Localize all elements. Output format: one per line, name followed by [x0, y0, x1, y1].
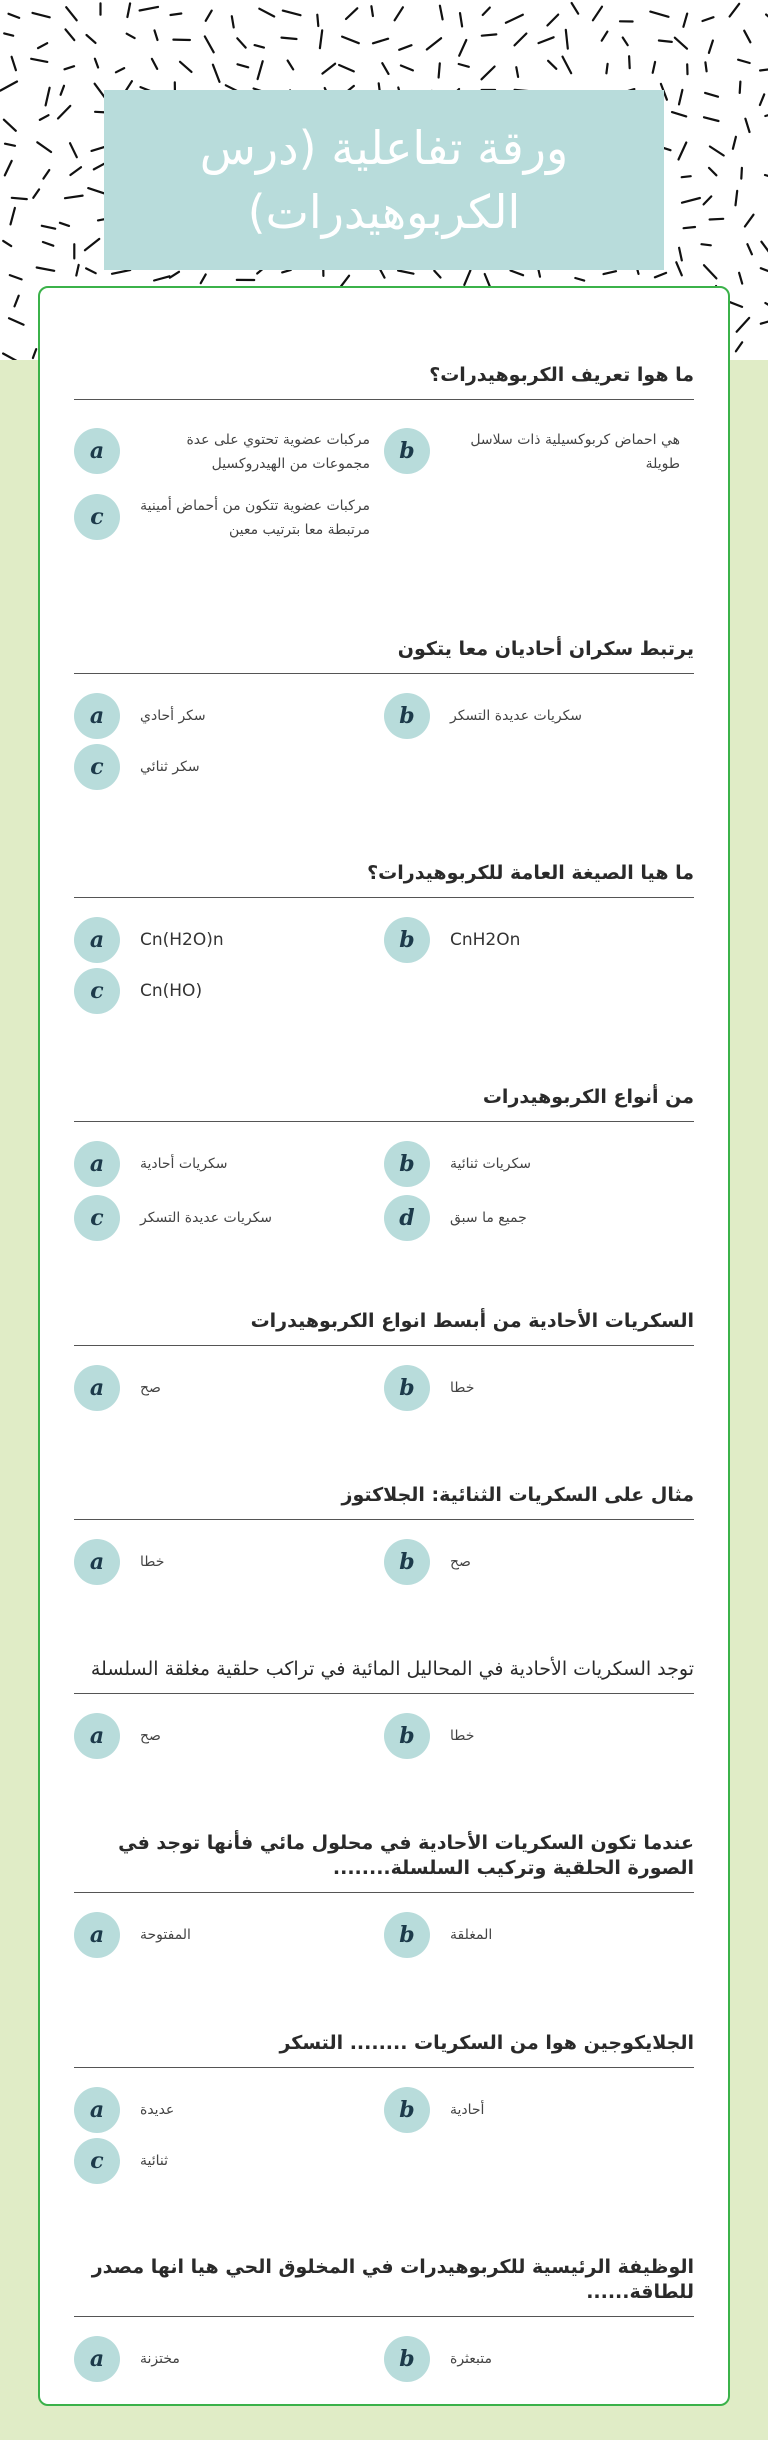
- pattern-dash: [180, 62, 192, 72]
- pattern-dash: [3, 354, 16, 361]
- pattern-dash: [705, 62, 706, 71]
- pattern-dash: [516, 67, 518, 77]
- pattern-dash: [43, 242, 53, 246]
- option-letter-badge: b: [384, 1141, 430, 1187]
- option-text: خطا: [450, 1728, 475, 1744]
- option-a[interactable]: [74, 693, 374, 741]
- option-b[interactable]: [384, 1141, 684, 1189]
- pattern-dash: [37, 268, 55, 271]
- pattern-dash: [593, 7, 602, 21]
- pattern-dash: [623, 38, 628, 46]
- pattern-dash: [152, 59, 157, 69]
- option-text: خطا: [450, 1380, 475, 1396]
- pattern-dash: [761, 242, 768, 254]
- option-text: عديدة: [140, 2102, 175, 2118]
- pattern-dash: [127, 34, 135, 38]
- pattern-dash: [740, 82, 741, 93]
- pattern-dash: [679, 143, 687, 160]
- question-text: الوظيفة الرئيسية للكربوهيدرات في المخلوق الحي هيا انها مصدر للطاقة......: [74, 2255, 694, 2317]
- pattern-dash: [760, 94, 764, 105]
- option-c[interactable]: [74, 1195, 374, 1243]
- option-text: خطا: [140, 1554, 165, 1570]
- pattern-dash: [482, 34, 497, 35]
- option-text: مركبات عضوية تحتوي على عدة مجموعات من الهيدروكسيل: [186, 432, 370, 472]
- pattern-dash: [46, 88, 50, 106]
- pattern-dash: [86, 268, 96, 273]
- option-b[interactable]: [384, 428, 684, 476]
- pattern-dash: [703, 17, 714, 21]
- pattern-dash: [206, 11, 212, 21]
- pattern-dash: [288, 61, 294, 70]
- pattern-dash: [760, 68, 768, 70]
- option-letter-badge: a: [74, 1539, 120, 1585]
- pattern-dash: [232, 16, 234, 27]
- pattern-dash: [70, 143, 77, 157]
- pattern-dash: [371, 6, 373, 16]
- pattern-dash: [9, 14, 20, 18]
- pattern-dash: [761, 319, 768, 324]
- pattern-dash: [506, 15, 523, 23]
- option-a[interactable]: [74, 1141, 374, 1189]
- question-1: [74, 363, 694, 550]
- pattern-dash: [704, 196, 712, 204]
- pattern-dash: [741, 168, 742, 179]
- option-letter-badge: d: [384, 1195, 430, 1241]
- pattern-dash: [31, 59, 47, 62]
- pattern-dash: [0, 82, 17, 91]
- option-a[interactable]: [74, 1912, 374, 1960]
- question-text: مثال على السكريات الثنائية: الجلاكتوز: [74, 1483, 694, 1520]
- option-a[interactable]: [74, 1539, 374, 1587]
- pattern-dash: [382, 63, 388, 74]
- pattern-dash: [704, 265, 716, 278]
- option-letter-badge: a: [74, 2336, 120, 2382]
- pattern-dash: [65, 66, 75, 69]
- pattern-dash: [606, 64, 607, 73]
- option-b[interactable]: [384, 917, 684, 965]
- pattern-dash: [33, 349, 36, 358]
- question-text: يرتبط سكران أحاديان معا يتكون: [74, 637, 694, 674]
- question-text: ما هوا تعريف الكربوهيدرات؟: [74, 363, 694, 400]
- option-text: سكريات ثنائية: [450, 1156, 531, 1172]
- pattern-dash: [282, 38, 297, 39]
- question-9: [74, 2031, 694, 2188]
- option-text: صح: [140, 1728, 161, 1744]
- option-letter-badge: a: [74, 1713, 120, 1759]
- pattern-dash: [87, 35, 96, 43]
- option-b[interactable]: [384, 1713, 684, 1761]
- pattern-dash: [127, 3, 130, 17]
- pattern-dash: [399, 45, 411, 50]
- pattern-dash: [539, 37, 554, 43]
- option-a[interactable]: [74, 2336, 374, 2384]
- option-letter-badge: b: [384, 428, 430, 474]
- pattern-dash: [95, 59, 98, 68]
- pattern-dash: [4, 33, 13, 35]
- pattern-dash: [629, 56, 630, 68]
- pattern-dash: [37, 142, 51, 152]
- pattern-dash: [702, 244, 711, 245]
- pattern-dash: [373, 39, 388, 44]
- option-b[interactable]: [384, 1539, 684, 1587]
- pattern-dash: [459, 64, 469, 67]
- option-letter-badge: a: [74, 693, 120, 739]
- pattern-dash: [650, 12, 668, 17]
- pattern-dash: [42, 226, 55, 229]
- pattern-dash: [12, 57, 16, 70]
- pattern-dash: [655, 273, 666, 277]
- option-text: صح: [450, 1554, 471, 1570]
- option-c[interactable]: [74, 744, 374, 792]
- pattern-dash: [342, 37, 359, 44]
- pattern-dash: [440, 6, 443, 20]
- option-b[interactable]: [384, 2087, 684, 2135]
- pattern-dash: [709, 41, 713, 53]
- pattern-dash: [464, 270, 470, 285]
- pattern-dash: [398, 271, 413, 274]
- pattern-dash: [511, 271, 524, 276]
- option-text: مختزنة: [140, 2351, 180, 2367]
- option-text: CnH2On: [450, 930, 521, 950]
- option-a[interactable]: [74, 917, 374, 965]
- pattern-dash: [320, 30, 322, 48]
- pattern-dash: [684, 227, 695, 228]
- question-text: من أنواع الكربوهيدرات: [74, 1085, 694, 1122]
- pattern-dash: [682, 176, 691, 177]
- option-b[interactable]: [384, 693, 684, 741]
- pattern-dash: [12, 198, 27, 199]
- pattern-dash: [738, 60, 750, 63]
- pattern-dash: [737, 318, 750, 332]
- option-letter-badge: b: [384, 2087, 430, 2133]
- pattern-dash: [709, 168, 716, 175]
- pattern-dash: [683, 14, 687, 27]
- option-c[interactable]: [74, 2138, 374, 2186]
- pattern-dash: [38, 43, 47, 48]
- pattern-dash: [170, 272, 179, 278]
- option-letter-badge: c: [74, 1195, 120, 1241]
- pattern-dash: [761, 268, 768, 273]
- pattern-dash: [259, 9, 274, 17]
- option-letter-badge: c: [74, 968, 120, 1014]
- question-text: الجلايكوجين هوا من السكريات ........ التسكر: [74, 2031, 694, 2068]
- question-text: ما هيا الصيغة العامة للكربوهيدرات؟: [74, 861, 694, 898]
- pattern-dash: [563, 57, 572, 74]
- pattern-dash: [439, 63, 440, 77]
- option-text: سكريات عديدة التسكر: [140, 1210, 273, 1226]
- pattern-dash: [15, 296, 19, 307]
- pattern-dash: [659, 41, 672, 42]
- pattern-dash: [460, 13, 462, 26]
- option-a[interactable]: [74, 1365, 374, 1413]
- pattern-dash: [282, 270, 291, 273]
- pattern-dash: [255, 45, 264, 48]
- question-text: السكريات الأحادية من أبسط انواع الكربوهيدرات: [74, 1309, 694, 1346]
- pattern-dash: [9, 318, 24, 324]
- option-letter-badge: a: [74, 2087, 120, 2133]
- option-letter-badge: b: [384, 693, 430, 739]
- pattern-dash: [547, 15, 558, 26]
- pattern-dash: [140, 7, 158, 11]
- pattern-dash: [33, 189, 39, 197]
- worksheet-card: [38, 286, 730, 2406]
- pattern-dash: [66, 7, 77, 20]
- title-banner: [104, 90, 664, 270]
- pattern-dash: [339, 65, 354, 71]
- pattern-dash: [112, 270, 130, 274]
- question-10: [74, 2255, 694, 2397]
- option-letter-badge: a: [74, 1141, 120, 1187]
- pattern-dash: [730, 4, 740, 17]
- option-text: متبعثرة: [450, 2351, 492, 2367]
- question-8: [74, 1831, 694, 1973]
- option-letter-badge: b: [384, 917, 430, 963]
- option-text: Cn(HO): [140, 981, 203, 1001]
- option-text: سكر أحادي: [140, 708, 206, 724]
- pattern-dash: [76, 265, 78, 276]
- option-a[interactable]: [74, 2087, 374, 2135]
- pattern-dash: [40, 115, 49, 120]
- pattern-dash: [745, 119, 749, 132]
- option-letter-badge: a: [74, 428, 120, 474]
- pattern-dash: [482, 67, 495, 80]
- question-7: [74, 1657, 694, 1774]
- pattern-dash: [736, 342, 742, 351]
- pattern-dash: [60, 223, 69, 226]
- pattern-dash: [704, 117, 719, 121]
- question-4: [74, 1085, 694, 1242]
- option-c[interactable]: [74, 494, 374, 542]
- pattern-dash: [88, 188, 105, 194]
- pattern-dash: [322, 64, 335, 74]
- option-letter-badge: a: [74, 1912, 120, 1958]
- pattern-dash: [515, 34, 527, 46]
- pattern-dash: [70, 167, 81, 175]
- pattern-dash: [5, 161, 12, 176]
- pattern-dash: [11, 208, 15, 225]
- pattern-dash: [116, 68, 124, 72]
- pattern-dash: [5, 144, 15, 146]
- option-a[interactable]: [74, 428, 374, 476]
- pattern-dash: [258, 61, 263, 79]
- pattern-dash: [317, 15, 318, 26]
- pattern-dash: [85, 239, 99, 250]
- pattern-dash: [739, 273, 742, 284]
- question-3: [74, 861, 694, 1018]
- option-text: مركبات عضوية تتكون من أحماض أمينية مرتبطة معا بترتيب معين: [140, 498, 370, 538]
- pattern-dash: [459, 40, 466, 56]
- pattern-dash: [171, 14, 182, 16]
- pattern-dash: [213, 65, 220, 82]
- pattern-dash: [548, 61, 556, 69]
- pattern-dash: [653, 62, 655, 73]
- pattern-dash: [682, 198, 700, 203]
- option-letter-badge: b: [384, 1713, 430, 1759]
- pattern-dash: [4, 120, 16, 131]
- pattern-dash: [94, 164, 105, 170]
- option-c[interactable]: [74, 968, 374, 1016]
- pattern-dash: [427, 38, 441, 49]
- pattern-dash: [572, 3, 579, 14]
- option-letter-badge: c: [74, 2138, 120, 2184]
- option-text: أحادية: [450, 2102, 485, 2118]
- option-letter-badge: a: [74, 917, 120, 963]
- pattern-dash: [736, 191, 738, 205]
- question-6: [74, 1483, 694, 1600]
- pattern-dash: [10, 275, 22, 279]
- pattern-dash: [710, 219, 724, 220]
- option-text: جميع ما سبق: [450, 1210, 527, 1226]
- pattern-dash: [604, 271, 617, 274]
- pattern-dash: [238, 64, 249, 67]
- pattern-dash: [346, 8, 357, 19]
- pattern-dash: [672, 112, 686, 116]
- pattern-dash: [43, 170, 49, 179]
- option-letter-badge: b: [384, 1365, 430, 1411]
- option-text: سكر ثنائي: [140, 759, 200, 775]
- pattern-dash: [745, 215, 754, 227]
- pattern-dash: [205, 36, 214, 52]
- pattern-dash: [483, 8, 490, 15]
- pattern-dash: [676, 262, 682, 275]
- pattern-dash: [61, 86, 64, 95]
- pattern-dash: [58, 106, 70, 119]
- question-2: [74, 637, 694, 794]
- option-letter-badge: b: [384, 2336, 430, 2382]
- option-a[interactable]: [74, 1713, 374, 1761]
- option-text: سكريات أحادية: [140, 1156, 228, 1172]
- pattern-dash: [710, 147, 724, 156]
- pattern-dash: [66, 29, 75, 40]
- page-title: ورقة تفاعلية (درس الكربوهيدرات): [199, 121, 569, 239]
- pattern-dash: [705, 93, 718, 97]
- option-text: المفتوحة: [140, 1927, 191, 1943]
- pattern-dash: [237, 38, 245, 47]
- pattern-dash: [575, 278, 584, 281]
- pattern-dash: [747, 244, 752, 254]
- question-5: [74, 1309, 694, 1426]
- option-d[interactable]: [384, 1195, 684, 1243]
- pattern-dash: [602, 32, 608, 41]
- option-text: صح: [140, 1380, 161, 1396]
- pattern-dash: [395, 7, 403, 20]
- pattern-dash: [401, 66, 413, 71]
- option-letter-badge: b: [384, 1539, 430, 1585]
- question-text: توجد السكريات الأحادية في المحاليل المائية في تراكب حلقية مغلقة السلسلة: [74, 1657, 694, 1694]
- pattern-dash: [3, 241, 11, 246]
- pattern-dash: [155, 30, 158, 40]
- option-letter-badge: c: [74, 494, 120, 540]
- question-text: عندما تكون السكريات الأحادية في محلول مائي فأنها توجد في الصورة الحلقية وتركيب السلسلة........: [74, 1831, 694, 1893]
- pattern-dash: [679, 90, 682, 105]
- pattern-dash: [744, 31, 750, 43]
- pattern-dash: [733, 137, 736, 149]
- option-text: Cn(H2O)n: [140, 930, 224, 950]
- option-text: هي احماض كربوكسيلية ذات سلاسل طويلة: [470, 432, 680, 472]
- option-letter-badge: a: [74, 1365, 120, 1411]
- pattern-dash: [434, 271, 440, 278]
- option-text: سكريات عديدة التسكر: [450, 708, 583, 724]
- pattern-dash: [33, 13, 50, 17]
- pattern-dash: [283, 11, 301, 16]
- option-b[interactable]: [384, 1365, 684, 1413]
- option-b[interactable]: [384, 2336, 684, 2384]
- option-letter-badge: c: [74, 744, 120, 790]
- option-text: ثنائية: [140, 2153, 169, 2169]
- pattern-dash: [679, 248, 682, 261]
- pattern-dash: [566, 30, 568, 49]
- pattern-dash: [201, 274, 206, 283]
- pattern-dash: [154, 276, 169, 280]
- option-letter-badge: b: [384, 1912, 430, 1958]
- option-text: المغلقة: [450, 1927, 493, 1943]
- option-b[interactable]: [384, 1912, 684, 1960]
- pattern-dash: [65, 196, 83, 199]
- pattern-dash: [675, 38, 687, 49]
- pattern-dash: [341, 276, 349, 287]
